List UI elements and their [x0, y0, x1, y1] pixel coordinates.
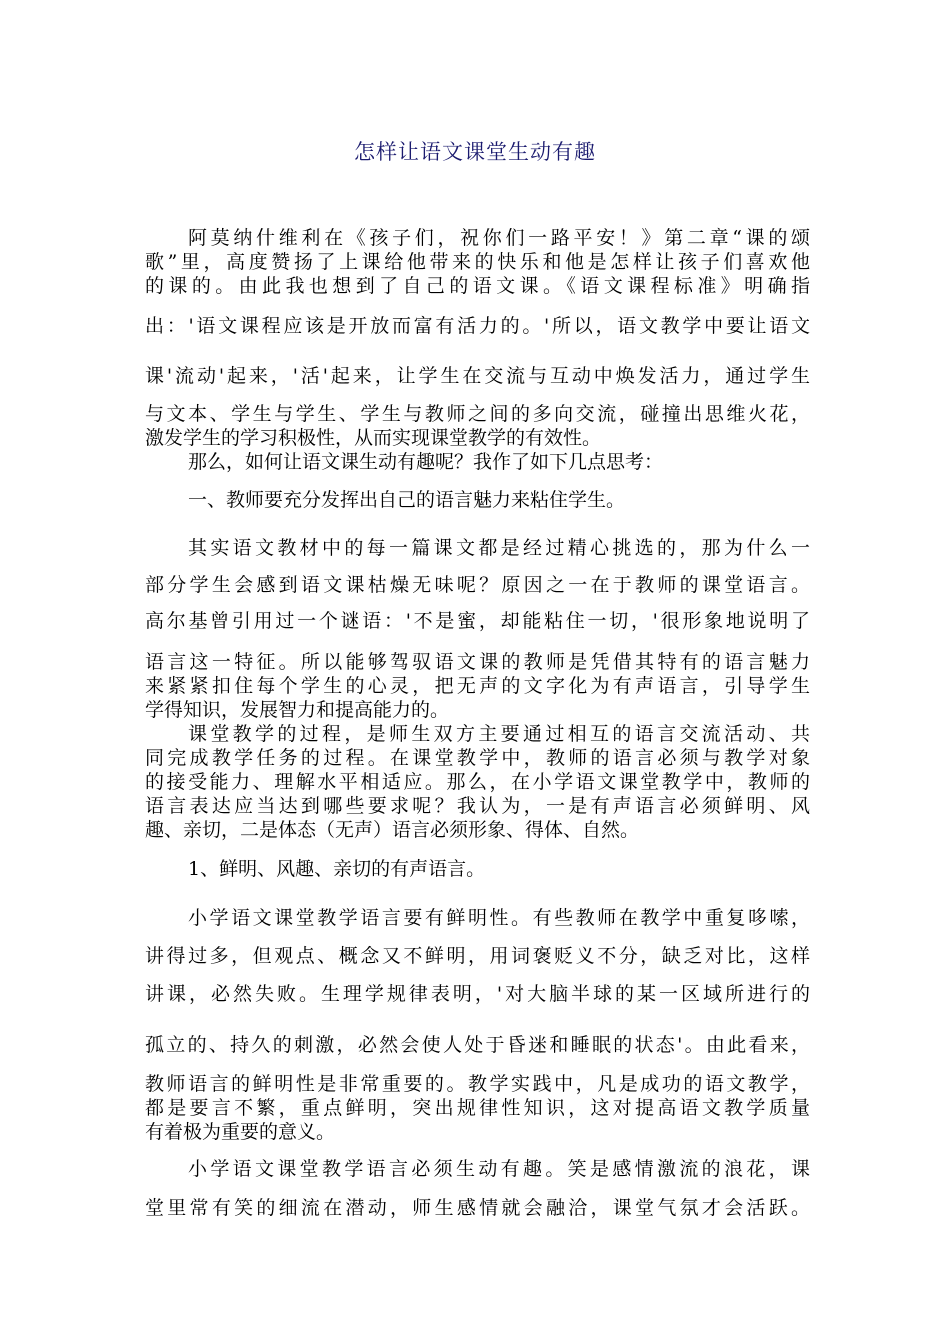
text-line: 有着极为重要的意义。 [145, 1121, 336, 1143]
text-line: 出：'语文课程应该是开放而富有活力的。'所以，语文教学中要让语文 [145, 315, 810, 337]
text-line: 教师语言的鲜明性是非常重要的。教学实践中，凡是成功的语文教学， [145, 1073, 810, 1095]
text-line: 孤立的、持久的刺激，必然会使人处于昏迷和睡眠的状态'。由此看来， [145, 1034, 810, 1056]
text-line: 的接受能力、理解水平相适应。那么，在小学语文课堂教学中，教师的 [145, 771, 810, 793]
text-line: 与文本、学生与学生、学生与教师之间的多向交流，碰撞出思维火花， [145, 403, 810, 425]
text-line: 的课的。由此我也想到了自己的语文课。《语文课程标准》明确指 [145, 275, 810, 297]
text-line: 语言这一特征。所以能够驾驭语文课的教师是凭借其特有的语言魅力 [145, 651, 810, 673]
text-line: 学得知识，发展智力和提高能力的。 [145, 699, 450, 721]
text-line: 激发学生的学习积极性，从而实现课堂教学的有效性。 [145, 427, 602, 449]
text-line: 歌”里，高度赞扬了上课给他带来的快乐和他是怎样让孩子们喜欢他 [145, 251, 810, 273]
text-line: 小学语文课堂教学语言必须生动有趣。笑是感情激流的浪花，课 [188, 1158, 810, 1180]
text-line: 语言表达应当达到哪些要求呢？我认为，一是有声语言必须鲜明、风 [145, 795, 810, 817]
text-line: 部分学生会感到语文课枯燥无味呢？原因之一在于教师的课堂语言。 [145, 574, 810, 596]
text-line: 趣、亲切，二是体态（无声）语言必须形象、得体、自然。 [145, 819, 640, 841]
subsection-heading: 1、鲜明、风趣、亲切的有声语言。 [188, 858, 486, 880]
text-line: 讲课，必然失败。生理学规律表明，'对大脑半球的某一区域所进行的 [145, 983, 810, 1005]
section-heading: 一、教师要充分发挥出自己的语言魅力来粘住学生。 [188, 489, 626, 511]
text-line: 那么，如何让语文课生动有趣呢？我作了如下几点思考： [188, 451, 664, 473]
text-line: 来紧紧扣住每个学生的心灵，把无声的文字化为有声语言，引导学生 [145, 675, 810, 697]
text-line: 讲得过多，但观点、概念又不鲜明，用词褒贬义不分，缺乏对比，这样 [145, 945, 810, 967]
text-line: 小学语文课堂教学语言要有鲜明性。有些教师在教学中重复哆嗦， [188, 907, 810, 929]
text-line: 阿莫纳什维利在《孩子们，祝你们一路平安！》第二章“课的颂 [188, 227, 810, 249]
text-line: 堂里常有笑的细流在潜动，师生感情就会融洽，课堂气氛才会活跃。 [145, 1197, 810, 1219]
text-line: 都是要言不繁，重点鲜明，突出规律性知识，这对提高语文教学质量 [145, 1097, 810, 1119]
text-line: 同完成教学任务的过程。在课堂教学中，教师的语言必须与教学对象 [145, 747, 810, 769]
document-title: 怎样让语文课堂生动有趣 [354, 140, 596, 164]
text-line: 其实语文教材中的每一篇课文都是经过精心挑选的，那为什么一 [188, 537, 810, 559]
text-line: 高尔基曾引用过一个谜语：'不是蜜，却能粘住一切，'很形象地说明了 [145, 610, 810, 632]
text-line: 课堂教学的过程，是师生双方主要通过相互的语言交流活动、共 [188, 723, 810, 745]
text-line: 课'流动'起来，'活'起来，让学生在交流与互动中焕发活力，通过学生 [145, 365, 810, 387]
